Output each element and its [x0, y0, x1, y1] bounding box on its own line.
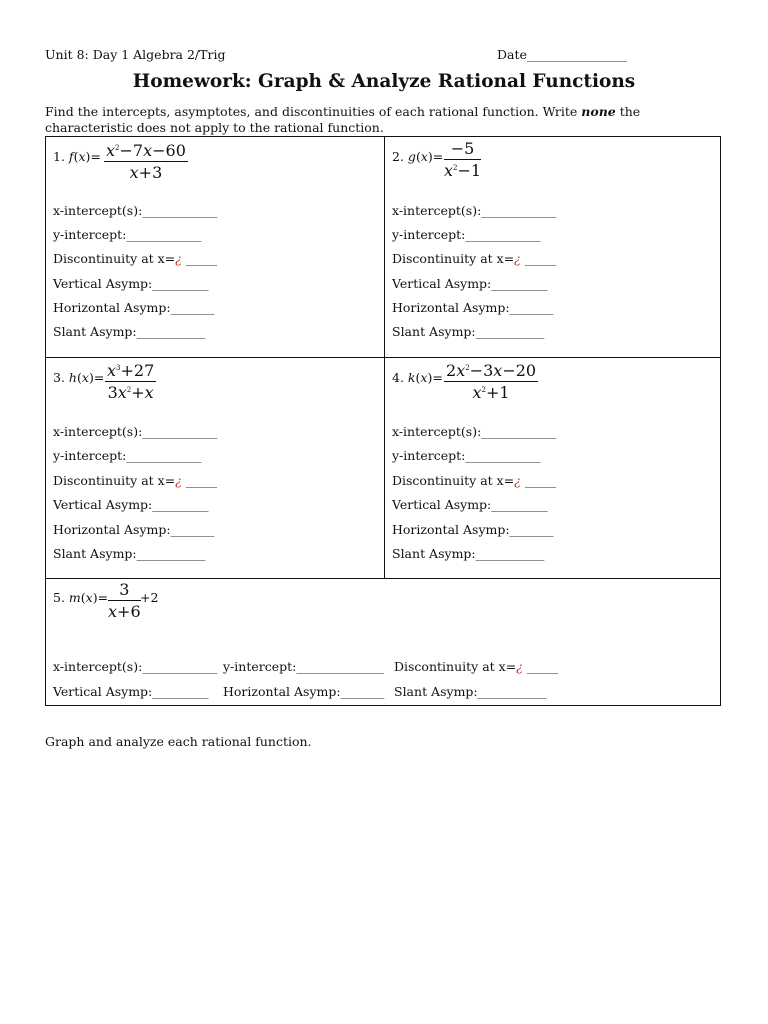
problem-number: 5. — [53, 590, 65, 605]
y-intercept-field[interactable]: y-intercept:____________ — [53, 448, 202, 463]
discontinuity-label: Discontinuity at x= — [392, 251, 515, 266]
function-name: g — [407, 149, 416, 164]
instructions-emphasis: none — [581, 104, 616, 119]
date-field: Date________________ — [497, 47, 627, 62]
y-intercept-field[interactable]: y-intercept:____________ — [392, 227, 541, 242]
horizontal-asymptote-field[interactable]: Horizontal Asymp:_______ — [53, 300, 215, 315]
vertical-asymptote-field[interactable]: Vertical Asymp:_________ — [53, 684, 209, 699]
discontinuity-field[interactable] — [392, 251, 556, 266]
problem-number: 2. — [392, 149, 404, 164]
horizontal-asymptote-field[interactable]: Horizontal Asymp:_______ — [53, 522, 215, 537]
discontinuity-field[interactable] — [53, 473, 217, 488]
numerator: 3 — [108, 580, 141, 601]
problem-2-label: 2. g(x)= — [392, 149, 444, 164]
y-intercept-field[interactable]: y-intercept:____________ — [392, 448, 541, 463]
denominator: $3x^2+x$ — [107, 383, 154, 402]
numerator: $x^2-7x-60$ — [106, 141, 186, 160]
discontinuity-symbol: ¿ — [514, 473, 521, 488]
horizontal-asymptote-field[interactable]: Horizontal Asymp:_______ — [392, 300, 554, 315]
function-variable: x — [85, 590, 93, 605]
problem-2-fraction — [444, 139, 481, 180]
x-intercept-field[interactable]: x-intercept(s):____________ — [392, 203, 557, 218]
x-intercept-field[interactable]: x-intercept(s):____________ — [392, 424, 557, 439]
problem-4-fraction — [444, 361, 538, 402]
problem-number: 3. — [53, 370, 65, 385]
slant-asymptote-field[interactable]: Slant Asymp:___________ — [53, 546, 206, 561]
instructions-text: Find the intercepts, asymptotes, and discontinuities of each rational function. Write — [45, 104, 582, 119]
numerator: −5 — [444, 139, 481, 160]
function-variable: x — [78, 149, 86, 164]
numerator: $2x^2-3x-20$ — [446, 361, 537, 380]
vertical-asymptote-field[interactable]: Vertical Asymp:_________ — [53, 497, 209, 512]
problem-number: 1. — [53, 149, 65, 164]
denominator: x+3 — [129, 163, 163, 182]
vertical-asymptote-field[interactable]: Vertical Asymp:_________ — [392, 276, 548, 291]
denominator: $x^2+1$ — [472, 383, 510, 402]
discontinuity-blank: _____ — [520, 473, 557, 488]
x-intercept-field[interactable]: x-intercept(s):____________ — [53, 203, 218, 218]
grid-divider-vertical — [384, 137, 385, 579]
horizontal-asymptote-field[interactable]: Horizontal Asymp:_______ — [223, 684, 385, 699]
horizontal-asymptote-field[interactable]: Horizontal Asymp:_______ — [392, 522, 554, 537]
function-name: k — [407, 370, 416, 385]
problem-3-label: 3. h(x)= — [53, 370, 105, 385]
discontinuity-blank: _____ — [520, 251, 557, 266]
y-intercept-field[interactable]: y-intercept:______________ — [223, 659, 384, 674]
unit-label: Unit 8: Day 1 Algebra 2/Trig — [45, 47, 226, 62]
problem-number: 4. — [392, 370, 404, 385]
discontinuity-label: Discontinuity at x= — [392, 473, 515, 488]
vertical-asymptote-field[interactable]: Vertical Asymp:_________ — [53, 276, 209, 291]
slant-asymptote-field[interactable]: Slant Asymp:___________ — [392, 324, 545, 339]
discontinuity-symbol: ¿ — [514, 251, 521, 266]
denominator: x+6 — [108, 602, 141, 621]
discontinuity-blank: _____ — [181, 251, 218, 266]
grid-divider-horizontal — [46, 357, 720, 358]
function-name: m — [68, 590, 81, 605]
slant-asymptote-field[interactable]: Slant Asymp:___________ — [53, 324, 206, 339]
function-variable: x — [420, 149, 428, 164]
problem-1-label: 1. f(x)= — [53, 149, 101, 164]
instructions — [45, 104, 725, 136]
problem-3-fraction — [105, 361, 156, 402]
discontinuity-field[interactable] — [53, 251, 217, 266]
problem-5-fraction — [108, 580, 141, 621]
function-variable: x — [81, 370, 89, 385]
problem-5-label: 5. m(x)= — [53, 590, 109, 605]
problem-4-label: 4. k(x)= — [392, 370, 443, 385]
problem-grid — [45, 136, 721, 706]
discontinuity-symbol: ¿ — [175, 251, 182, 266]
problem-1-fraction — [104, 141, 188, 182]
discontinuity-symbol: ¿ — [516, 659, 523, 674]
slant-asymptote-field[interactable]: Slant Asymp:___________ — [392, 546, 545, 561]
function-name: h — [68, 370, 77, 385]
function-name: f — [68, 149, 74, 164]
instructions-text-end: the characteristic does not apply to the rational function. — [45, 104, 641, 135]
discontinuity-label: Discontinuity at x= — [394, 659, 517, 674]
discontinuity-symbol: ¿ — [175, 473, 182, 488]
discontinuity-blank: _____ — [522, 659, 559, 674]
discontinuity-blank: _____ — [181, 473, 218, 488]
discontinuity-field[interactable] — [392, 473, 556, 488]
discontinuity-label: Discontinuity at x= — [53, 251, 176, 266]
page-title: Homework: Graph & Analyze Rational Functions — [132, 71, 636, 92]
x-intercept-field[interactable]: x-intercept(s):____________ — [53, 659, 218, 674]
grid-divider-horizontal — [46, 578, 720, 579]
slant-asymptote-field[interactable]: Slant Asymp:___________ — [394, 684, 547, 699]
discontinuity-label: Discontinuity at x= — [53, 473, 176, 488]
function-variable: x — [420, 370, 428, 385]
header-row — [45, 47, 627, 65]
denominator: $x^2-1$ — [444, 161, 482, 180]
graph-instructions: Graph and analyze each rational function. — [45, 734, 312, 749]
x-intercept-field[interactable]: x-intercept(s):____________ — [53, 424, 218, 439]
vertical-asymptote-field[interactable]: Vertical Asymp:_________ — [392, 497, 548, 512]
discontinuity-field[interactable] — [394, 659, 558, 674]
problem-5-constant: +2 — [140, 590, 159, 605]
numerator: $x^3+27$ — [107, 361, 155, 380]
y-intercept-field[interactable]: y-intercept:____________ — [53, 227, 202, 242]
